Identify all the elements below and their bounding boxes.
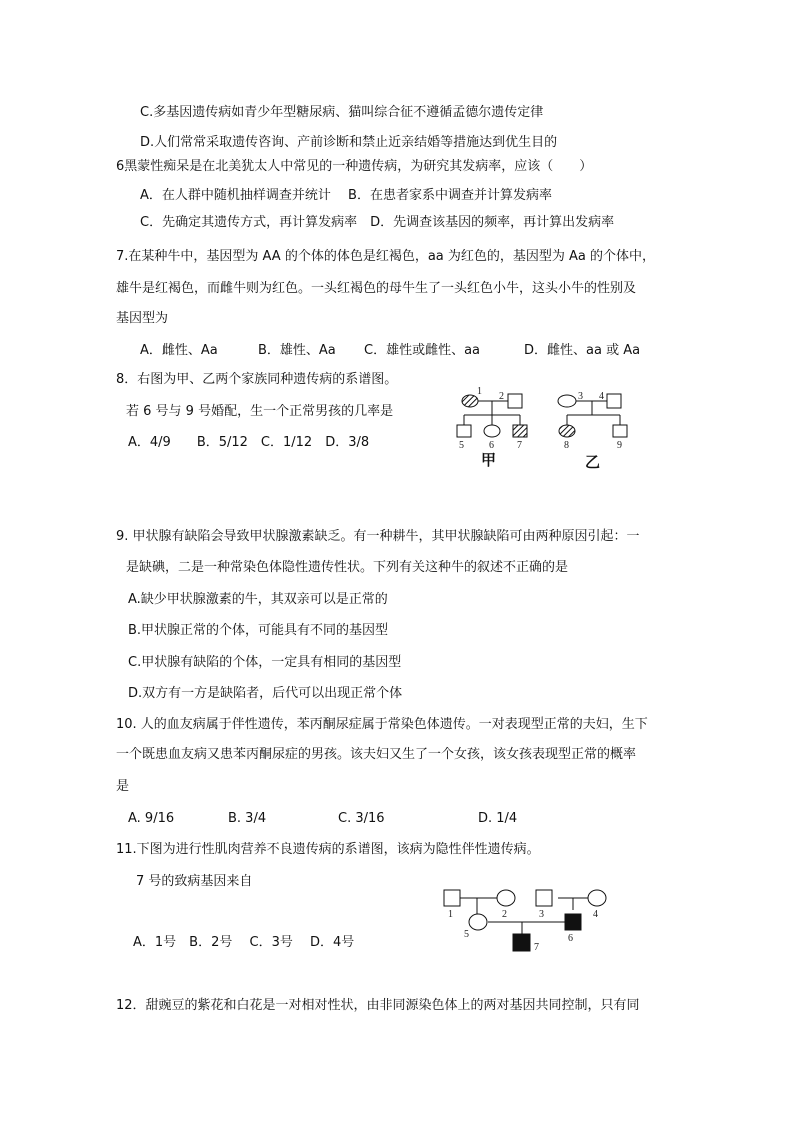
q7-option-d: D．雌性、aa 或 Aa bbox=[524, 343, 641, 358]
label-6: 6 bbox=[568, 933, 573, 944]
q10-line-2: 一个既患血友病又患苯丙酮尿症的男孩。该夫妇又生了一个女孩，该女孩表现型正常的概率 bbox=[116, 747, 637, 762]
q10-option-a: A. 9/16 bbox=[128, 811, 175, 826]
q10-option-c: C. 3/16 bbox=[338, 811, 385, 826]
label-2: 2 bbox=[502, 909, 507, 920]
label-4: 4 bbox=[593, 909, 598, 920]
q11-stem: 11.下图为进行性肌肉营养不良遗传病的系谱图，该病为隐性伴性遗传病。 bbox=[116, 842, 540, 857]
label-5: 5 bbox=[464, 929, 469, 940]
label-9: 9 bbox=[617, 440, 622, 451]
q8-stem: 8．右图为甲、乙两个家族同种遗传病的系谱图。 bbox=[116, 372, 398, 387]
label-7: 7 bbox=[534, 942, 539, 953]
q9-option-c: C.甲状腺有缺陷的个体，一定具有相同的基因型 bbox=[128, 655, 402, 670]
q11-line-2: 7 号的致病基因来自 bbox=[136, 874, 253, 889]
q10-option-b: B. 3/4 bbox=[228, 811, 267, 826]
individual-3-normal-male bbox=[536, 890, 552, 906]
label-4: 4 bbox=[599, 391, 604, 402]
q10-line-3: 是 bbox=[116, 779, 130, 794]
q11-pedigree-chart bbox=[436, 882, 616, 958]
individual-6-affected-male bbox=[565, 914, 581, 930]
individual-7-affected-male bbox=[513, 934, 530, 951]
q7-option-b: B．雄性、Aa bbox=[258, 343, 336, 358]
q6-options-ab: A．在人群中随机抽样调查并统计 B．在患者家系中调查并计算发病率 bbox=[140, 188, 552, 203]
individual-6-normal-female bbox=[484, 425, 500, 437]
q7-line-2: 雄牛是红褐色，而雌牛则为红色。一头红褐色的母牛生了一头红色小牛，这头小牛的性别及 bbox=[116, 281, 637, 296]
individual-5-normal-female bbox=[469, 914, 487, 930]
q8-options: A．4/9 B．5/12 C．1/12 D．3/8 bbox=[128, 435, 370, 450]
q6-stem: 6黑蒙性痴呆是在北美犹太人中常见的一种遗传病，为研究其发病率，应该（ ） bbox=[116, 159, 593, 174]
q8-line-2: 若 6 号与 9 号婚配，生一个正常男孩的几率是 bbox=[126, 404, 394, 419]
label-1: 1 bbox=[448, 909, 453, 920]
q11-options: A．1号 B．2号 C．3号 D．4号 bbox=[133, 935, 355, 950]
q5-option-c: C.多基因遗传病如青少年型糖尿病、猫叫综合征不遵循孟德尔遗传定律 bbox=[140, 105, 544, 120]
label-5: 5 bbox=[459, 440, 464, 451]
q8-pedigree-chart bbox=[450, 385, 650, 475]
label-8: 8 bbox=[564, 440, 569, 451]
q5-option-d: D.人们常常采取遗传咨询、产前诊断和禁止近亲结婚等措施达到优生目的 bbox=[140, 135, 558, 150]
q9-option-a: A.缺少甲状腺激素的牛，其双亲可以是正常的 bbox=[128, 592, 388, 607]
individual-4-normal-male bbox=[607, 394, 621, 408]
individual-9-normal-male bbox=[613, 425, 627, 437]
q12-stem: 12．甜豌豆的紫花和白花是一对相对性状，由非同源染色体上的两对基因共同控制，只有同 bbox=[116, 998, 640, 1013]
individual-1-normal-male bbox=[444, 890, 460, 906]
label-2: 2 bbox=[499, 391, 504, 402]
label-1: 1 bbox=[477, 386, 482, 397]
q10-line-1: 10. 人的血友病属于伴性遗传，苯丙酮尿症属于常染色体遗传。一对表现型正常的夫妇，生下 bbox=[116, 717, 648, 732]
label-3: 3 bbox=[539, 909, 544, 920]
label-7: 7 bbox=[517, 440, 522, 451]
family-a-label: 甲 bbox=[481, 453, 497, 469]
family-b-label: 乙 bbox=[585, 455, 601, 471]
q7-line-3: 基因型为 bbox=[116, 311, 169, 326]
individual-2-normal-male bbox=[508, 394, 522, 408]
label-6: 6 bbox=[489, 440, 494, 451]
individual-4-normal-female bbox=[588, 890, 606, 906]
q7-option-c: C．雄性或雌性、aa bbox=[364, 343, 481, 358]
pedigree-family-b bbox=[558, 391, 627, 471]
q9-line-2: 是缺碘，二是一种常染色体隐性遗传性状。下列有关这种牛的叙述不正确的是 bbox=[126, 560, 569, 575]
individual-8-affected-female bbox=[559, 425, 575, 437]
individual-2-normal-female bbox=[497, 890, 515, 906]
q10-option-d: D. 1/4 bbox=[478, 811, 518, 826]
q7-line-1: 7.在某种牛中，基因型为 AA 的个体的体色是红褐色，aa 为红色的，基因型为 Aa 的个体中， bbox=[116, 249, 656, 264]
label-3: 3 bbox=[578, 391, 583, 402]
individual-5-normal-male bbox=[457, 425, 471, 437]
pedigree-family-a bbox=[457, 386, 527, 469]
individual-3-normal-female bbox=[558, 395, 576, 407]
individual-7-affected-male bbox=[513, 425, 527, 437]
q7-option-a: A．雌性、Aa bbox=[140, 343, 218, 358]
q9-option-b: B.甲状腺正常的个体，可能具有不同的基因型 bbox=[128, 623, 389, 638]
q9-line-1: 9. 甲状腺有缺陷会导致甲状腺激素缺乏。有一种耕牛，其甲状腺缺陷可由两种原因引起：一 bbox=[116, 529, 640, 544]
q9-option-d: D.双方有一方是缺陷者，后代可以出现正常个体 bbox=[128, 686, 403, 701]
individual-1-affected-female bbox=[462, 395, 478, 407]
q6-options-cd: C．先确定其遗传方式，再计算发病率 D．先调查该基因的频率，再计算出发病率 bbox=[140, 215, 615, 230]
